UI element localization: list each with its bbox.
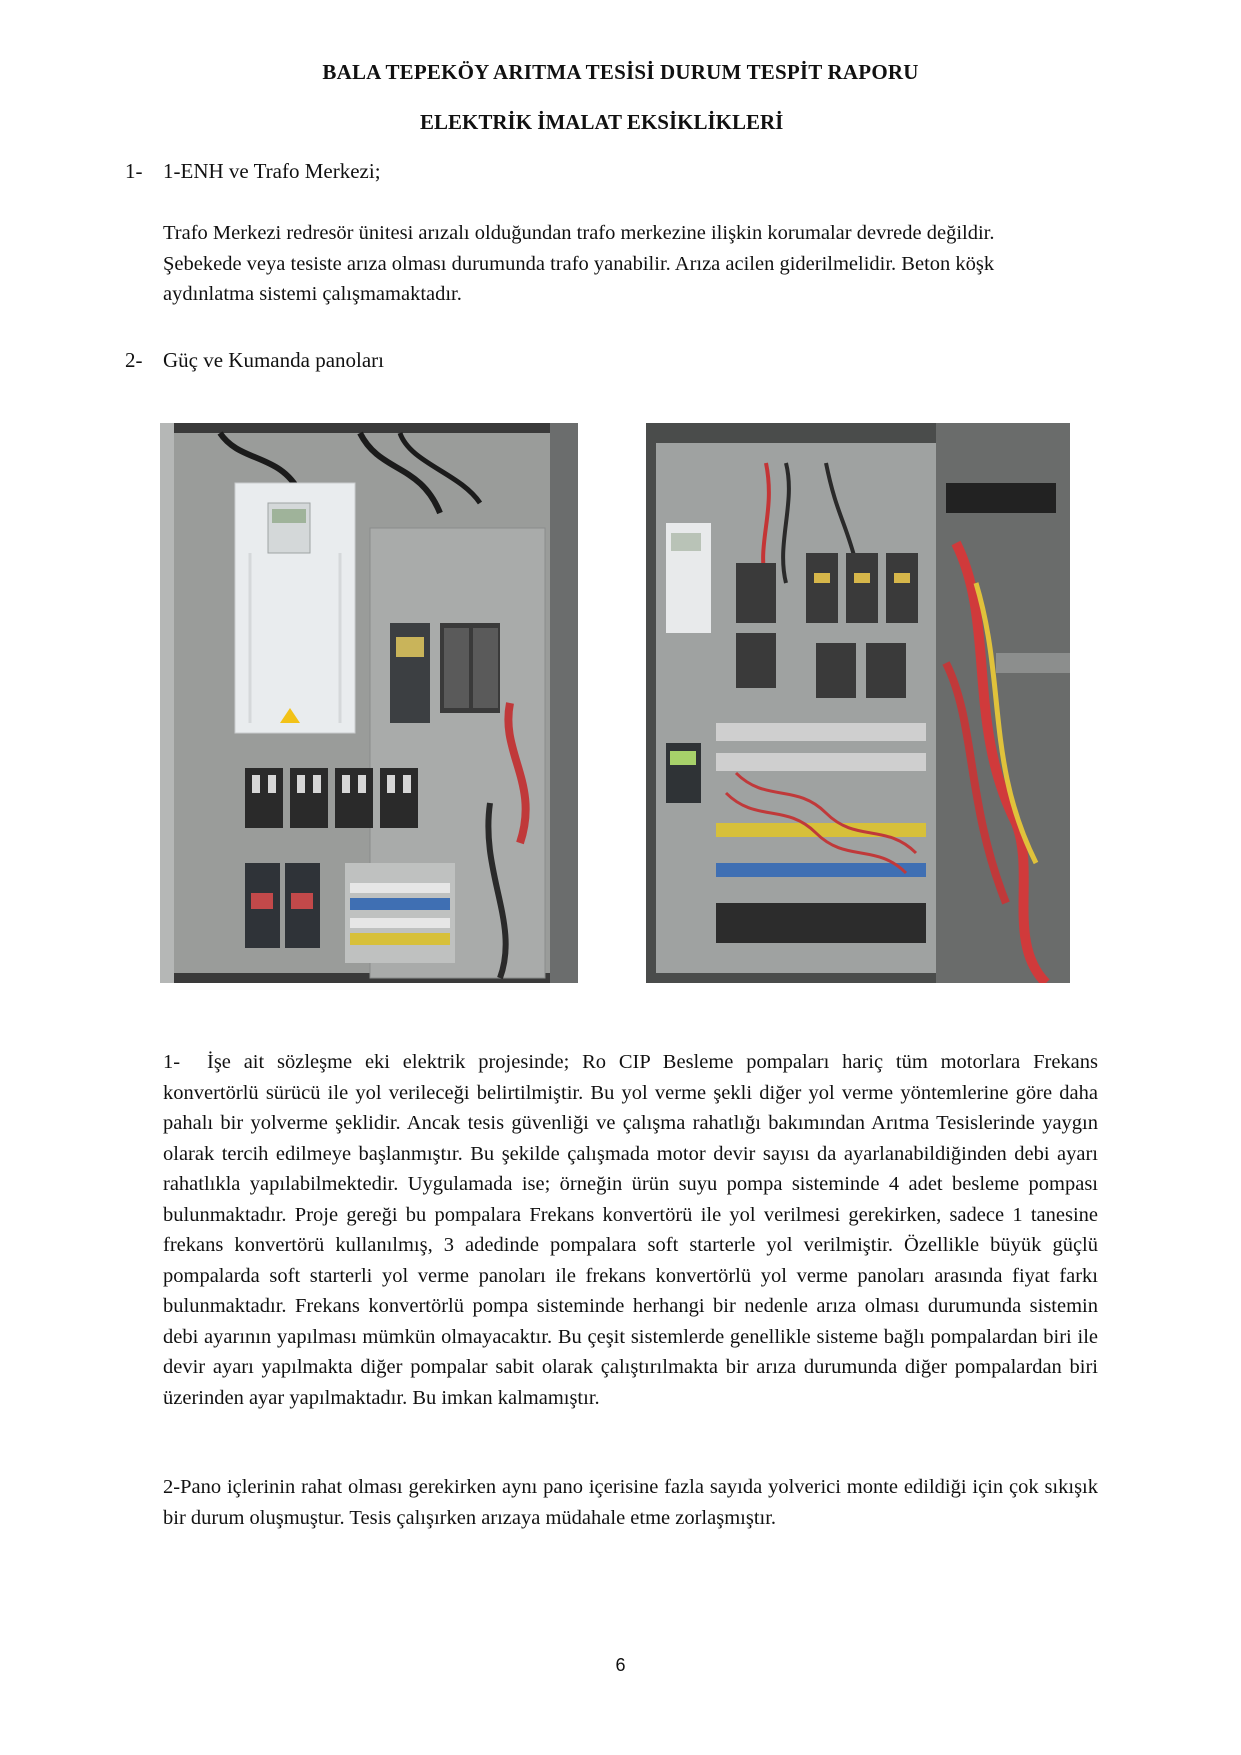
section1-heading: 1-ENH ve Trafo Merkezi; [163, 159, 381, 183]
section1-line-2: Şebekede veya tesiste arıza olması durumunda trafo yanabilir. Arıza acilen giderilmelidir. Beton köşk [163, 252, 995, 275]
section2-heading-row [125, 347, 384, 373]
item1-number: 1- [163, 1051, 181, 1073]
item2-paragraph: 2-Pano içlerinin rahat olması gerekirken aynı pano içerisine fazla sayıda yolverici monte edildiği için çok sıkışık bir durum oluşmuştur. Tesis çalışırken arızaya müdahale etme zorlaşmıştır. [163, 1476, 1098, 1529]
panel-photo-right [646, 423, 1070, 983]
panel-photo-right-image [646, 423, 1070, 983]
section2-number: 2- [125, 348, 143, 372]
item1-text: İşe ait sözleşme eki elektrik projesinde; Ro CIP Besleme pompaları hariç tüm motorlara Frekans konvertörlü sürücü ile yol verileceği belirtilmiştir. Bu yol verme şekli diğer yol verme yöntemlerine göre daha pahalı bir yolverme şeklidir. Ancak tesis güvenliği ve çalışma rahatlığı bakımından Arıtma Tesislerinde yaygın olarak tercih edilmeye başlanmıştır. Bu şekilde çalışmada motor devir sayısı da ayarlanabildiğinden debi ayarı rahatlıkla yapılabilmektedir. Uygulamada ise; örneğin ürün suyu pompa sisteminde 4 adet besleme pompası bulunmaktadır. Proje gereği bu pompalara Frekans konvertörü ile yol verilmesi gerekirken, sadece 1 tanesine frekans konvertörü kullanılmış, 3 adedinde pompalara soft starterle yol verilmiştir. Özellikle büyük güçlü pompalarda soft starterli yol verme panoları ile frekans konvertörlü yol verme panoları arasında fiyat farkı bulunmaktadır. Frekans konvertörlü pompa sisteminde herhangi bir nedenle arıza olması durumunda sistemin debi ayarının yapılması mümkün olmayacaktır. Bu çeşit sistemlerde genellikle sisteme bağlı pompalardan biri ile devir ayarı yapılmakta diğer pompalar sabit olarak çalıştırılmakta bir arıza durumunda diğer pompalardan biri üzerinden ayar yapılmaktadır. Bu imkan kalmamıştır. [163, 1051, 1098, 1409]
report-subtitle: ELEKTRİK İMALAT EKSİKLİKLERİ [420, 110, 784, 134]
panel-photo-left-image [160, 423, 578, 983]
section1-paragraph [163, 218, 1173, 310]
section2-heading: Güç ve Kumanda panoları [163, 348, 385, 372]
section1-line-1: Trafo Merkezi redresör ünitesi arızalı olduğundan trafo merkezine ilişkin korumalar devrede değildir. [163, 222, 995, 244]
section1-heading-row [125, 158, 381, 184]
section1-line-3: aydınlatma sistemi çalışmamaktadır. [163, 283, 462, 305]
page-number: 6 [615, 1655, 626, 1675]
panel-photo-left [160, 423, 578, 983]
item1-paragraph [163, 1047, 1098, 1413]
section1-number: 1- [125, 159, 143, 183]
report-title: BALA TEPEKÖY ARITMA TESİSİ DURUM TESPİT RAPORU [322, 60, 919, 84]
